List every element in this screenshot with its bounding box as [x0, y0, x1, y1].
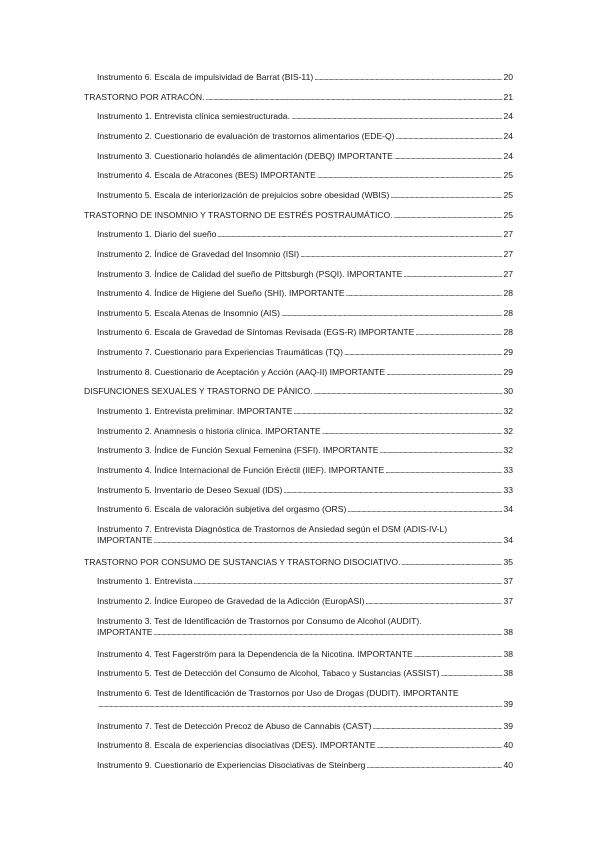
toc-entry-title: Instrumento 4. Test Fagerström para la Dependencia de la Nicotina. IMPORTANTE: [97, 648, 413, 659]
toc-instrument-entry[interactable]: [97, 249, 513, 260]
toc-entry-title: Instrumento 6. Escala de impulsividad de Barrat (BIS-11): [97, 72, 314, 82]
toc-instrument-entry[interactable]: [97, 190, 513, 201]
toc-entry-title: IMPORTANTE: [97, 626, 153, 637]
toc-entry-title: Instrumento 3. Cuestionario holandés de alimentación (DEBQ) IMPORTANTE: [97, 150, 393, 161]
dot-leader: [394, 151, 503, 162]
toc-section-entry[interactable]: [84, 386, 513, 397]
toc-entry-title: TRASTORNO DE INSOMNIO Y TRASTORNO DE ESTRÉS POSTRAUMÁTICO.: [84, 209, 393, 220]
toc-instrument-entry[interactable]: [97, 367, 513, 378]
dot-leader: [154, 627, 503, 638]
toc-entry-title: Instrumento 5. Escala de interiorización de prejuicios sobre obesidad (WBIS): [97, 189, 390, 200]
toc-entry-title: Instrumento 1. Entrevista preliminar. IMPORTANTE: [97, 406, 293, 417]
toc-instrument-entry[interactable]: [97, 72, 513, 83]
toc-instrument-entry[interactable]: [97, 465, 513, 476]
toc-page-number: 27: [503, 229, 513, 240]
dot-leader: [281, 308, 502, 319]
toc-entry-title: Instrumento 2. Cuestionario de evaluación de trastornos alimentarios (EDE-Q): [97, 130, 395, 141]
dot-leader: [396, 131, 503, 142]
toc-instrument-entry[interactable]: [97, 406, 513, 417]
dot-leader: [403, 269, 502, 280]
toc-instrument-entry[interactable]: [97, 426, 513, 437]
toc-entry-title: TRASTORNO POR CONSUMO DE SUSTANCIAS Y TRASTORNO DISOCIATIVO.: [84, 556, 401, 567]
toc-instrument-entry[interactable]: [97, 308, 513, 319]
dot-leader: [300, 249, 502, 260]
toc-entry-title: DISFUNCIONES SEXUALES Y TRASTORNO DE PÁNICO.: [84, 386, 313, 397]
dot-leader: [347, 504, 502, 515]
dot-leader: [217, 229, 502, 240]
dot-leader: [154, 535, 503, 546]
dot-leader: [379, 445, 502, 456]
toc-entry-title: Instrumento 4. Índice de Higiene del Sueño (SHI). IMPORTANTE: [97, 288, 345, 299]
toc-entry-title: Instrumento 1. Diario del sueño: [97, 229, 217, 240]
toc-page-number: 38: [503, 626, 513, 637]
toc-section-entry[interactable]: [84, 557, 513, 568]
dot-leader: [373, 721, 503, 732]
toc-instrument-entry[interactable]: [97, 760, 513, 771]
dot-leader: [283, 485, 502, 496]
dot-leader: [414, 649, 503, 660]
toc-instrument-entry[interactable]: [97, 576, 513, 587]
toc-instrument-entry[interactable]: [97, 740, 513, 751]
toc-entry-title: Instrumento 8. Cuestionario de Aceptación y Acción (AAQ-II) IMPORTANTE: [97, 366, 386, 377]
toc-page-number: 25: [503, 170, 513, 181]
toc-instrument-entry[interactable]: [97, 131, 513, 142]
toc-page-number: 28: [503, 307, 513, 318]
dot-leader: [441, 668, 503, 679]
dot-leader: [377, 740, 503, 751]
toc-entry-title: Instrumento 5. Inventario de Deseo Sexual (IDS): [97, 484, 283, 495]
toc-instrument-entry[interactable]: [97, 524, 513, 546]
toc-instrument-entry[interactable]: [97, 111, 513, 122]
toc-instrument-entry[interactable]: [97, 668, 513, 679]
toc-entry-title-line: Instrumento 7. Entrevista Diagnóstica de Trastornos de Ansiedad según el DSM (ADIS-IV-L): [97, 523, 448, 534]
toc-instrument-entry[interactable]: [97, 596, 513, 607]
dot-leader: [346, 288, 503, 299]
toc-page-number: 24: [503, 111, 513, 122]
toc-instrument-entry[interactable]: [97, 688, 513, 710]
toc-instrument-entry[interactable]: [97, 616, 513, 638]
toc-entry-title: Instrumento 2. Índice de Gravedad del Insomnio (ISI): [97, 248, 300, 259]
toc-page-number: 32: [503, 406, 513, 417]
toc-page-number: 32: [503, 445, 513, 456]
toc-instrument-entry[interactable]: [97, 504, 513, 515]
dot-leader: [205, 92, 502, 103]
toc-entry-title: Instrumento 3. Índice de Calidad del sueño de Pittsburgh (PSQI). IMPORTANTE: [97, 268, 403, 279]
toc-entry-title: Instrumento 6. Escala de Gravedad de Síntomas Revisada (EGS-R) IMPORTANTE: [97, 327, 415, 338]
toc-entry-title: Instrumento 2. Índice Europeo de Gravedad de la Adicción (EuropASI): [97, 596, 365, 607]
toc-page-number: 20: [503, 72, 513, 82]
dot-leader: [366, 596, 503, 607]
dot-leader: [390, 190, 502, 201]
toc-page-number: 21: [503, 91, 513, 102]
toc-entry-title: Instrumento 4. Escala de Atracones (BES) IMPORTANTE: [97, 170, 316, 181]
toc-instrument-entry[interactable]: [97, 347, 513, 358]
toc-page-number: 25: [503, 209, 513, 220]
dot-leader: [317, 170, 503, 181]
toc-page-number: 40: [503, 760, 513, 771]
toc-page-number: 28: [503, 327, 513, 338]
toc-page-number: 39: [503, 720, 513, 731]
dot-leader: [385, 465, 502, 476]
toc-page-number: 24: [503, 130, 513, 141]
toc-page-number: 33: [503, 465, 513, 475]
toc-instrument-entry[interactable]: [97, 170, 513, 181]
dot-leader: [344, 347, 502, 358]
toc-page-number: 38: [503, 668, 513, 679]
toc-instrument-entry[interactable]: [97, 485, 513, 496]
toc-page-number: 34: [503, 504, 513, 515]
dot-leader: [394, 210, 503, 221]
toc-entry-title: Instrumento 5. Escala Atenas de Insomnio (AIS): [97, 307, 280, 318]
dot-leader: [194, 576, 503, 587]
dot-leader: [401, 557, 502, 568]
toc-page-number: 30: [503, 386, 513, 397]
toc-entry-title: Instrumento 1. Entrevista clínica semiestructurada.: [97, 111, 290, 122]
toc-instrument-entry[interactable]: [97, 721, 513, 732]
toc-instrument-entry[interactable]: [97, 649, 513, 660]
dot-leader: [366, 760, 502, 771]
dot-leader: [322, 426, 503, 437]
toc-page-number: 27: [503, 268, 513, 279]
toc-page-number: 37: [503, 576, 513, 587]
toc-page-number: 29: [503, 347, 513, 358]
toc-page-number: 33: [503, 484, 513, 495]
toc-page-number: 34: [503, 534, 513, 545]
toc-entry-title-line: Instrumento 3. Test de Identificación de Trastornos por Consumo de Alcohol (AUDIT).: [97, 615, 422, 626]
toc-instrument-entry[interactable]: [97, 229, 513, 240]
toc-page-number: 37: [503, 596, 513, 607]
toc-page-number: 35: [503, 556, 513, 567]
toc-page-number: 25: [503, 189, 513, 200]
toc-entry-title: Instrumento 5. Test de Detección del Consumo de Alcohol, Tabaco y Sustancias (ASSIST): [97, 668, 440, 679]
toc-instrument-entry[interactable]: [97, 327, 513, 338]
toc-entry-title: IMPORTANTE: [97, 534, 153, 545]
toc-entry-title: Instrumento 7. Test de Detección Precoz de Abuso de Cannabis (CAST): [97, 720, 372, 731]
dot-leader: [314, 386, 503, 397]
dot-leader: [415, 327, 502, 338]
toc-page-number: 38: [503, 648, 513, 659]
toc-entry-title: Instrumento 8. Escala de experiencias disociativas (DES). IMPORTANTE: [97, 740, 376, 751]
toc-instrument-entry[interactable]: [97, 445, 513, 456]
toc-entry-title: TRASTORNO POR ATRACÓN.: [84, 91, 205, 102]
toc-entry-title: Instrumento 1. Entrevista: [97, 576, 193, 587]
toc-page-number: 29: [503, 366, 513, 377]
toc-page-number: 39: [503, 698, 513, 709]
toc-page-number: 27: [503, 248, 513, 259]
toc-entry-title: Instrumento 7. Cuestionario para Experiencias Traumáticas (TQ): [97, 347, 343, 358]
toc-page-number: 28: [503, 288, 513, 299]
toc-page-number: 40: [503, 740, 513, 751]
toc-entry-title: Instrumento 2. Anamnesis o historia clínica. IMPORTANTE: [97, 425, 321, 436]
toc-entry-title-line: Instrumento 6. Test de Identificación de Trastornos por Uso de Drogas (DUDIT). IMPORTANTE: [97, 687, 459, 698]
toc-section-entry[interactable]: [84, 210, 513, 221]
toc-entry-title: Instrumento 4. Índice Internacional de Función Eréctil (IIEF). IMPORTANTE: [97, 465, 385, 475]
toc-entry-title: Instrumento 3. Índice de Función Sexual Femenina (FSFI). IMPORTANTE: [97, 445, 379, 456]
toc-page-number: 24: [503, 150, 513, 161]
toc-entry-title: Instrumento 6. Escala de valoración subjetiva del orgasmo (ORS): [97, 504, 347, 515]
toc-instrument-entry[interactable]: [97, 288, 513, 299]
toc-instrument-entry[interactable]: [97, 269, 513, 280]
dot-leader: [386, 367, 502, 378]
toc-page-number: 32: [503, 425, 513, 436]
toc-instrument-entry[interactable]: [97, 151, 513, 162]
dot-leader: [98, 699, 502, 710]
toc-section-entry[interactable]: [84, 92, 513, 103]
dot-leader: [294, 406, 503, 417]
toc-entry-title: Instrumento 9. Cuestionario de Experiencias Disociativas de Steinberg: [97, 760, 366, 771]
dot-leader: [314, 72, 502, 83]
dot-leader: [291, 111, 502, 122]
